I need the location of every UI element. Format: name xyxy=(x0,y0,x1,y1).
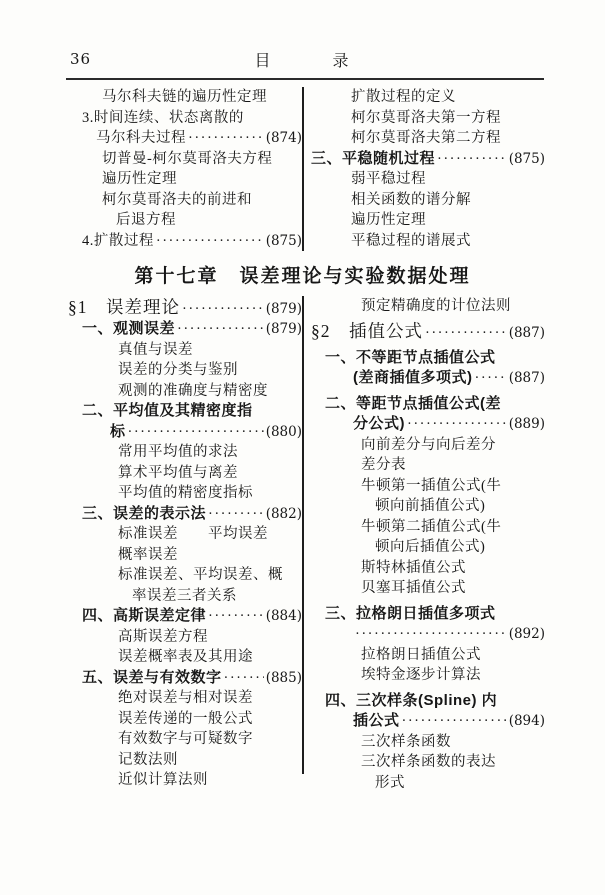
toc-entry xyxy=(68,606,302,627)
toc-entry xyxy=(68,729,302,750)
toc-entry xyxy=(311,348,545,369)
chapter-title: 第十七章 误差理论与实验数据处理 xyxy=(134,266,471,287)
entry-title: 拉格朗日插值公式 xyxy=(361,646,481,663)
leader-dots xyxy=(425,322,507,345)
entry-title: 五、误差与有效数字 xyxy=(82,668,222,686)
entry-title: 向前差分与向后差分 xyxy=(361,436,496,453)
toc-entry xyxy=(311,476,545,497)
entry-page-number: (879) xyxy=(265,301,302,317)
toc-entry xyxy=(311,558,545,579)
toc-entry xyxy=(311,108,545,129)
toc-entry xyxy=(68,504,302,525)
entry-title: 标准误差、平均误差、概 xyxy=(118,567,283,583)
toc-entry xyxy=(311,665,545,686)
toc-entry xyxy=(68,770,302,791)
toc-entry xyxy=(311,773,545,794)
entry-page-number: (875) xyxy=(508,150,545,167)
entry-title: 扩散过程的定义 xyxy=(351,89,456,105)
header-title: 目 录 xyxy=(254,53,359,70)
entry-title: 三、误差的表示法 xyxy=(82,504,207,522)
toc-entry xyxy=(311,190,545,211)
toc-section-top xyxy=(68,87,545,251)
page-number: 36 xyxy=(70,50,92,68)
entry-title: 牛顿第二插值公式(牛 xyxy=(361,518,502,535)
entry-title: 顿向前插值公式) xyxy=(375,498,486,514)
entry-title: 算术平均值与离差 xyxy=(118,464,238,481)
leader-dots xyxy=(128,422,264,443)
entry-page-number: (874) xyxy=(265,130,302,146)
toc-entry xyxy=(311,435,545,456)
entry-title: 高斯误差方程 xyxy=(118,628,208,645)
entry-title: 贝塞耳插值公式 xyxy=(361,580,466,596)
toc-entry xyxy=(68,360,302,381)
leader-dots xyxy=(182,298,264,321)
entry-title: 相关函数的谱分解 xyxy=(351,191,471,208)
entry-title: 四、三次样条(Spline) 内 xyxy=(325,691,498,709)
leader-dots xyxy=(188,128,264,149)
toc-entry xyxy=(68,750,302,771)
entry-title: 顿向后插值公式) xyxy=(375,539,486,555)
toc-entry xyxy=(68,524,302,545)
toc-entry xyxy=(68,319,302,340)
entry-title: 柯尔莫哥洛夫的前进和 xyxy=(102,191,252,208)
entry-page-number: (887) xyxy=(508,324,545,341)
toc-entry xyxy=(68,108,302,129)
toc-entry xyxy=(68,340,302,361)
leader-dots xyxy=(224,668,264,689)
entry-title: 形式 xyxy=(375,774,405,791)
entry-title: 柯尔莫哥洛夫第二方程 xyxy=(351,130,501,146)
leader-dots xyxy=(208,504,264,525)
entry-title: 记数法则 xyxy=(118,751,178,768)
entry-title: 后退方程 xyxy=(116,212,176,228)
entry-title: 分公式) xyxy=(353,415,405,432)
toc-entry xyxy=(68,647,302,668)
leader-dots xyxy=(156,231,264,252)
toc-entry xyxy=(311,296,545,317)
entry-title: 3.时间连续、状态离散的 xyxy=(82,109,244,126)
leader-dots xyxy=(475,368,507,389)
toc-entry xyxy=(311,169,545,190)
toc-entry xyxy=(68,231,302,252)
main-right-column xyxy=(311,296,545,793)
toc-entry xyxy=(68,128,302,149)
toc-entry xyxy=(68,442,302,463)
toc-entry xyxy=(311,394,545,415)
entry-title: 马尔科夫链的遍历性定理 xyxy=(102,89,267,105)
page-header xyxy=(68,44,545,72)
entry-page-number: (885) xyxy=(265,669,302,686)
toc-entry xyxy=(311,320,545,343)
toc-entry xyxy=(311,231,545,252)
entry-title: §1 误差理论 xyxy=(68,297,180,317)
entry-page-number: (887) xyxy=(508,370,545,386)
entry-title: 标 xyxy=(110,422,126,440)
toc-entry xyxy=(311,517,545,538)
toc-entry xyxy=(68,381,302,402)
toc-entry xyxy=(311,87,545,108)
entry-title: 切普曼-柯尔莫哥洛夫方程 xyxy=(102,150,273,167)
entry-title: 四、高斯误差定律 xyxy=(82,607,207,624)
entry-title: 一、观测误差 xyxy=(82,320,176,337)
leader-dots xyxy=(208,606,264,627)
toc-entry xyxy=(68,87,302,108)
top-right-column xyxy=(311,87,545,251)
leader-dots xyxy=(177,319,264,340)
toc-section-main xyxy=(68,296,545,793)
toc-entry xyxy=(68,586,302,607)
entry-title: 三次样条函数的表达 xyxy=(361,754,496,770)
toc-entry xyxy=(68,688,302,709)
toc-entry xyxy=(68,483,302,504)
entry-page-number: (882) xyxy=(265,505,302,522)
entry-title: 二、平均值及其精密度指 xyxy=(82,402,253,419)
entry-title: 二、等距节点插值公式(差 xyxy=(325,394,501,412)
toc-entry xyxy=(311,752,545,773)
entry-title: 4.扩散过程 xyxy=(82,232,154,249)
toc-entry xyxy=(311,210,545,231)
column-divider xyxy=(302,296,304,774)
entry-page-number: (884) xyxy=(265,608,302,624)
entry-title: 三、拉格朗日插值多项式 xyxy=(325,604,496,622)
toc-entry xyxy=(68,668,302,689)
entry-page-number: (880) xyxy=(265,423,302,440)
entry-title: 有效数字与可疑数字 xyxy=(118,731,253,747)
entry-title: 埃特金逐步计算法 xyxy=(361,667,481,683)
top-left-column xyxy=(68,87,302,251)
entry-title: 三、平稳随机过程 xyxy=(311,149,436,167)
entry-title: 斯特林插值公式 xyxy=(361,559,466,576)
leader-dots xyxy=(355,624,507,645)
entry-title: 近似计算法则 xyxy=(118,772,208,788)
entry-title: 常用平均值的求法 xyxy=(118,444,238,460)
toc-entry xyxy=(311,578,545,599)
entry-page-number: (894) xyxy=(508,713,545,729)
toc-entry xyxy=(68,296,302,319)
entry-title: 遍历性定理 xyxy=(351,212,426,228)
toc-entry xyxy=(311,368,545,389)
entry-page-number: (889) xyxy=(508,416,545,432)
header-rule xyxy=(66,78,544,80)
toc-entry xyxy=(311,624,545,645)
entry-title: 概率误差 xyxy=(118,546,178,563)
entry-title: 三次样条函数 xyxy=(361,733,451,750)
entry-title: 率误差三者关系 xyxy=(132,587,237,604)
toc-entry xyxy=(68,565,302,586)
entry-title: 差分表 xyxy=(361,457,406,473)
toc-entry xyxy=(311,149,545,170)
entry-title: 平稳过程的谱展式 xyxy=(351,232,471,249)
toc-entry xyxy=(68,149,302,170)
entry-title: 弱平稳过程 xyxy=(351,171,426,187)
toc-entry xyxy=(68,422,302,443)
entry-title: 平均值的精密度指标 xyxy=(118,485,253,501)
entry-title: 预定精确度的计位法则 xyxy=(361,298,511,314)
entry-title: 误差概率表及其用途 xyxy=(118,649,253,665)
entry-page-number: (879) xyxy=(265,321,302,337)
toc-entry xyxy=(311,496,545,517)
toc-entry xyxy=(68,190,302,211)
toc-entry xyxy=(68,627,302,648)
entry-title: 绝对误差与相对误差 xyxy=(118,690,253,706)
toc-entry xyxy=(311,604,545,625)
entry-title: 误差传递的一般公式 xyxy=(118,710,253,727)
entry-title: 观测的准确度与精密度 xyxy=(118,382,268,399)
main-left-column xyxy=(68,296,302,791)
entry-title: 插公式 xyxy=(353,712,400,729)
entry-page-number: (875) xyxy=(265,232,302,249)
toc-entry xyxy=(68,401,302,422)
leader-dots xyxy=(407,414,507,435)
toc-entry xyxy=(311,414,545,435)
entry-title: (差商插值多项式) xyxy=(353,369,473,386)
entry-title: §2 插值公式 xyxy=(311,320,423,341)
toc-entry xyxy=(311,732,545,753)
entry-title: 柯尔莫哥洛夫第一方程 xyxy=(351,109,501,126)
entry-title: 误差的分类与鉴别 xyxy=(118,362,238,378)
toc-entry xyxy=(68,463,302,484)
entry-title: 标准误差 平均误差 xyxy=(118,526,268,542)
leader-dots xyxy=(402,711,507,732)
toc-entry xyxy=(68,709,302,730)
toc-entry xyxy=(311,128,545,149)
toc-entry xyxy=(68,169,302,190)
entry-title: 马尔科夫过程 xyxy=(96,130,186,146)
toc-entry xyxy=(311,711,545,732)
entry-title: 一、不等距节点插值公式 xyxy=(325,348,496,366)
toc-entry xyxy=(311,537,545,558)
toc-entry xyxy=(311,455,545,476)
toc-entry xyxy=(311,691,545,712)
toc-entry xyxy=(68,545,302,566)
column-divider xyxy=(302,87,304,251)
entry-title: 真值与误差 xyxy=(118,341,193,358)
toc-entry xyxy=(311,645,545,666)
entry-title: 牛顿第一插值公式(牛 xyxy=(361,477,502,494)
entry-page-number: (892) xyxy=(508,626,545,642)
entry-title: 遍历性定理 xyxy=(102,171,177,187)
leader-dots xyxy=(437,149,507,170)
toc-entry xyxy=(68,210,302,231)
